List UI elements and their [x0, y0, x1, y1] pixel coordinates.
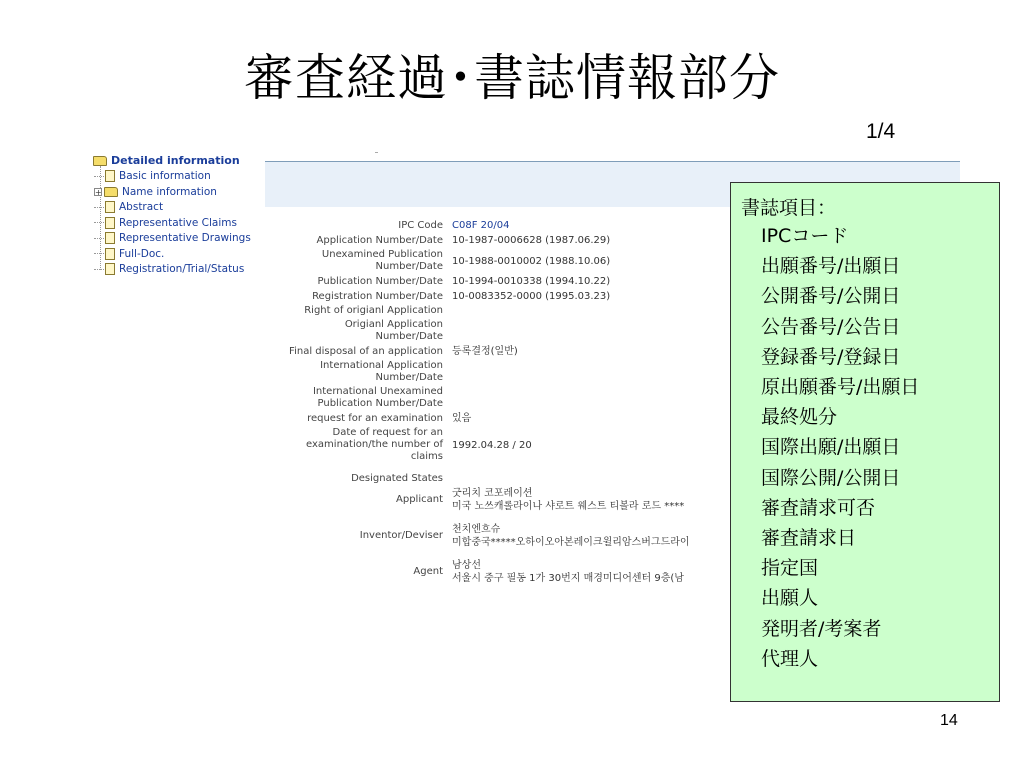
tree-branch: [94, 269, 104, 270]
open-folder-icon: [93, 156, 107, 166]
table-row: [280, 426, 800, 464]
field-value-text: 등록결정(일반): [452, 346, 518, 357]
table-row: [280, 233, 800, 248]
document-icon: [105, 232, 115, 244]
table-row: [280, 344, 800, 359]
note-item: 国際公開/公開日: [761, 466, 901, 489]
field-label: Application Number/Date: [316, 234, 443, 246]
tree-item-label: Full-Doc.: [119, 247, 165, 260]
table-row: [280, 385, 800, 411]
field-label: Date of request for an examination/the number of claims: [306, 427, 443, 462]
field-label: [280, 550, 446, 558]
tree-item[interactable]: [94, 217, 237, 229]
table-row: [280, 289, 800, 304]
field-value-text: 1992.04.28 / 20: [452, 439, 532, 451]
table-row: [280, 248, 800, 274]
table-row: [280, 522, 800, 550]
note-item: 国際出願/出願日: [761, 436, 901, 459]
tree-item[interactable]: [94, 186, 217, 198]
tree-root[interactable]: [93, 154, 240, 167]
tree-item[interactable]: [94, 170, 211, 182]
table-row: [280, 486, 800, 514]
tree-item-label: Representative Claims: [119, 216, 237, 229]
tree-item-label: Basic information: [119, 170, 211, 182]
tree-item-label: Representative Drawings: [119, 232, 251, 244]
note-item: 発明者/考案者: [761, 617, 882, 640]
tree-branch: [94, 176, 104, 177]
table-row: [280, 359, 800, 385]
field-label: Agent: [413, 566, 443, 577]
tree-branch: [94, 222, 104, 223]
folder-icon: [104, 187, 118, 197]
document-icon: [105, 217, 115, 229]
note-item: 原出願番号/出願日: [761, 376, 920, 399]
field-label: Registration Number/Date: [312, 290, 443, 302]
table-row: [280, 411, 800, 426]
note-item: 最終処分: [761, 406, 838, 429]
tree-item[interactable]: [94, 232, 251, 244]
slide-title: 審査経過･書誌情報部分: [244, 49, 780, 107]
field-label: International Unexamined Publication Number/Date: [312, 386, 443, 409]
bibliographic-items-note: [730, 182, 1000, 702]
table-row: [280, 472, 800, 486]
tree-branch: [94, 238, 104, 239]
field-value-text: 10-1987-0006628 (1987.06.29): [452, 235, 611, 246]
table-row: [280, 274, 800, 289]
document-icon: [105, 248, 115, 260]
tree-branch: [94, 207, 104, 208]
tree-item[interactable]: [94, 248, 164, 260]
tree-item-label: Abstract: [119, 201, 164, 213]
table-row: [280, 318, 800, 344]
table-row: [280, 550, 800, 558]
note-item: 代理人: [761, 647, 819, 670]
tree-root-label: Detailed information: [111, 154, 240, 167]
note-item: 公開番号/公開日: [761, 285, 901, 308]
navigation-tree: [90, 150, 265, 706]
field-value-address: 서울시 중구 필동 1가 30번지 매경미디어센터 9층(남: [452, 573, 684, 584]
note-item: 出願番号/出願日: [761, 255, 901, 278]
field-label: [280, 464, 446, 472]
page-fraction: 1/4: [866, 120, 896, 143]
field-label: request for an examination: [307, 412, 443, 424]
field-label: Unexamined Publication Number/Date: [321, 249, 443, 272]
field-value-address: 미국 노쓰캐롤라이나 샤로트 웨스트 티볼라 로드 ****: [452, 501, 685, 512]
table-row: [280, 304, 800, 318]
field-label: IPC Code: [398, 219, 443, 231]
note-item: 指定国: [761, 557, 819, 580]
field-value-text: 남상선: [452, 560, 481, 571]
tree-branch: [94, 253, 104, 254]
note-item: 審査請求日: [761, 527, 857, 550]
note-item: 審査請求可否: [761, 496, 876, 519]
table-row: [280, 464, 800, 472]
note-heading: 書誌項目：: [741, 197, 837, 219]
field-label: Final disposal of an application: [289, 345, 443, 357]
bibliographic-table: [280, 218, 800, 586]
field-label: Inventor/Deviser: [359, 530, 443, 541]
table-row: [280, 218, 800, 233]
document-icon: [105, 170, 115, 182]
field-label: International Application Number/Date: [320, 360, 443, 383]
field-value-text: 굿리치 코포레이션: [452, 488, 533, 499]
document-icon: [105, 201, 115, 213]
expand-icon[interactable]: +: [95, 187, 102, 197]
field-value-text: 있음: [452, 413, 472, 424]
header-divider: [375, 152, 378, 153]
tree-item-label: Registration/Trial/Status: [119, 263, 245, 275]
ipc-code-link[interactable]: C08F 20/04: [452, 220, 510, 231]
field-value-text: 천치엔흐슈: [452, 524, 501, 535]
field-label: Applicant: [396, 494, 443, 505]
note-item: 公告番号/公告日: [761, 315, 901, 338]
note-item: 出願人: [761, 587, 819, 610]
field-value-text: 10-1994-0010338 (1994.10.22): [452, 276, 611, 287]
field-value-text: 10-1988-0010002 (1988.10.06): [452, 255, 611, 267]
field-label: Right of origianl Application: [304, 305, 443, 316]
field-label: [280, 514, 446, 522]
tree-item[interactable]: [94, 201, 163, 213]
field-value-text: 10-0083352-0000 (1995.03.23): [452, 291, 611, 302]
field-value-address: 미합중국*****오하이오아본레이크윌리암스버그드라이: [452, 537, 690, 548]
field-label: Publication Number/Date: [317, 275, 443, 287]
note-item: IPCコード: [761, 225, 849, 247]
table-row: [280, 558, 800, 586]
tree-item[interactable]: [94, 263, 244, 275]
note-list: [761, 221, 919, 674]
document-icon: [105, 263, 115, 275]
field-label: Origianl Application Number/Date: [344, 319, 443, 342]
tree-item-label: Name information: [122, 185, 217, 198]
note-item: 登録番号/登録日: [761, 345, 901, 368]
table-row: [280, 514, 800, 522]
slide-number: 14: [940, 712, 958, 729]
field-label: Designated States: [351, 473, 443, 484]
